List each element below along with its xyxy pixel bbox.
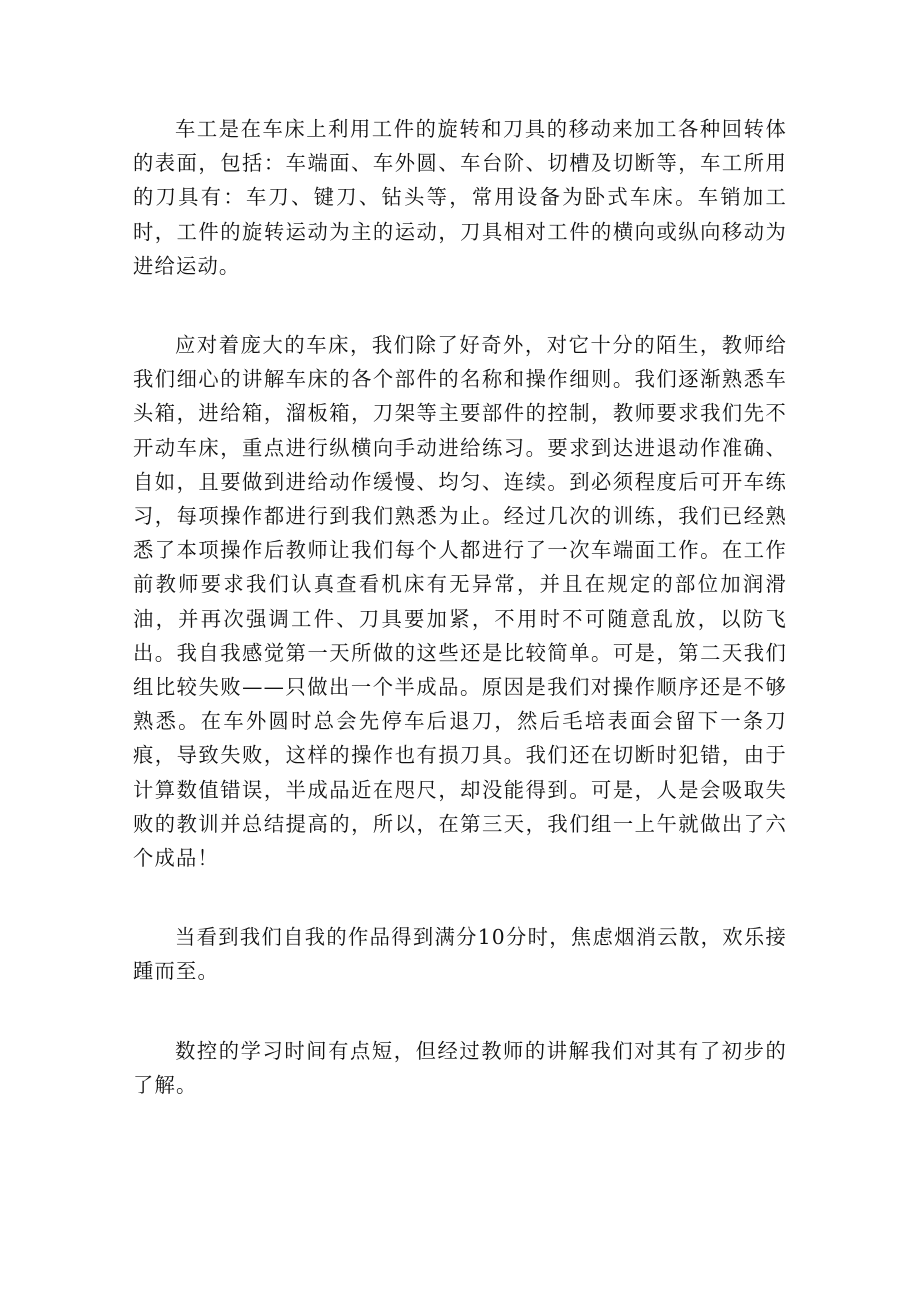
paragraph-lathe-practice: 应对着庞大的车床，我们除了好奇外，对它十分的陌生，教师给我们细心的讲解车床的各个部件的名称和操作细则。我们逐渐熟悉车头箱，进给箱，溜板箱，刀架等主要部件的控制，教师要求我们先不开动车床，重点进行纵横向手动进给练习。要求到达进退动作准确、自如，且要做到进给动作缓慢、均匀、连续。到必须程度后可开车练习，每项操作都进行到我们熟悉为止。经过几次的训练，我们已经熟悉了本项操作后教师让我们每个人都进行了一次车端面工作。在工作前教师要求我们认真查看机床有无异常，并且在规定的部位加润滑油，并再次强调工件、刀具要加紧，不用时不可随意乱放，以防飞出。我自我感觉第一天所做的这些还是比较简单。可是，第二天我们组比较失败——只做出一个半成品。原因是我们对操作顺序还是不够熟悉。在车外圆时总会先停车后退刀，然后毛培表面会留下一条刀痕，导致失败，这样的操作也有损刀具。我们还在切断时犯错，由于计算数值错误，半成品近在咫尺，却没能得到。可是，人是会吸取失败的教训并总结提高的，所以，在第三天，我们组一上午就做出了六个成品！	[133, 333, 787, 871]
paragraph-lathe-intro: 车工是在车床上利用工件的旋转和刀具的移动来加工各种回转体的表面，包括：车端面、车外圆、车台阶、切槽及切断等，车工所用的刀具有：车刀、键刀、钻头等，常用设备为卧式车床。车销加工时，工件的旋转运动为主的运动，刀具相对工件的横向或纵向移动为进给运动。	[133, 117, 787, 278]
paragraph-cnc-study: 数控的学习时间有点短，但经过教师的讲解我们对其有了初步的了解。	[133, 1038, 787, 1097]
paragraph-full-score: 当看到我们自我的作品得到满分10分时，焦虑烟消云散，欢乐接踵而至。	[133, 925, 787, 984]
document-body	[133, 112, 787, 1102]
